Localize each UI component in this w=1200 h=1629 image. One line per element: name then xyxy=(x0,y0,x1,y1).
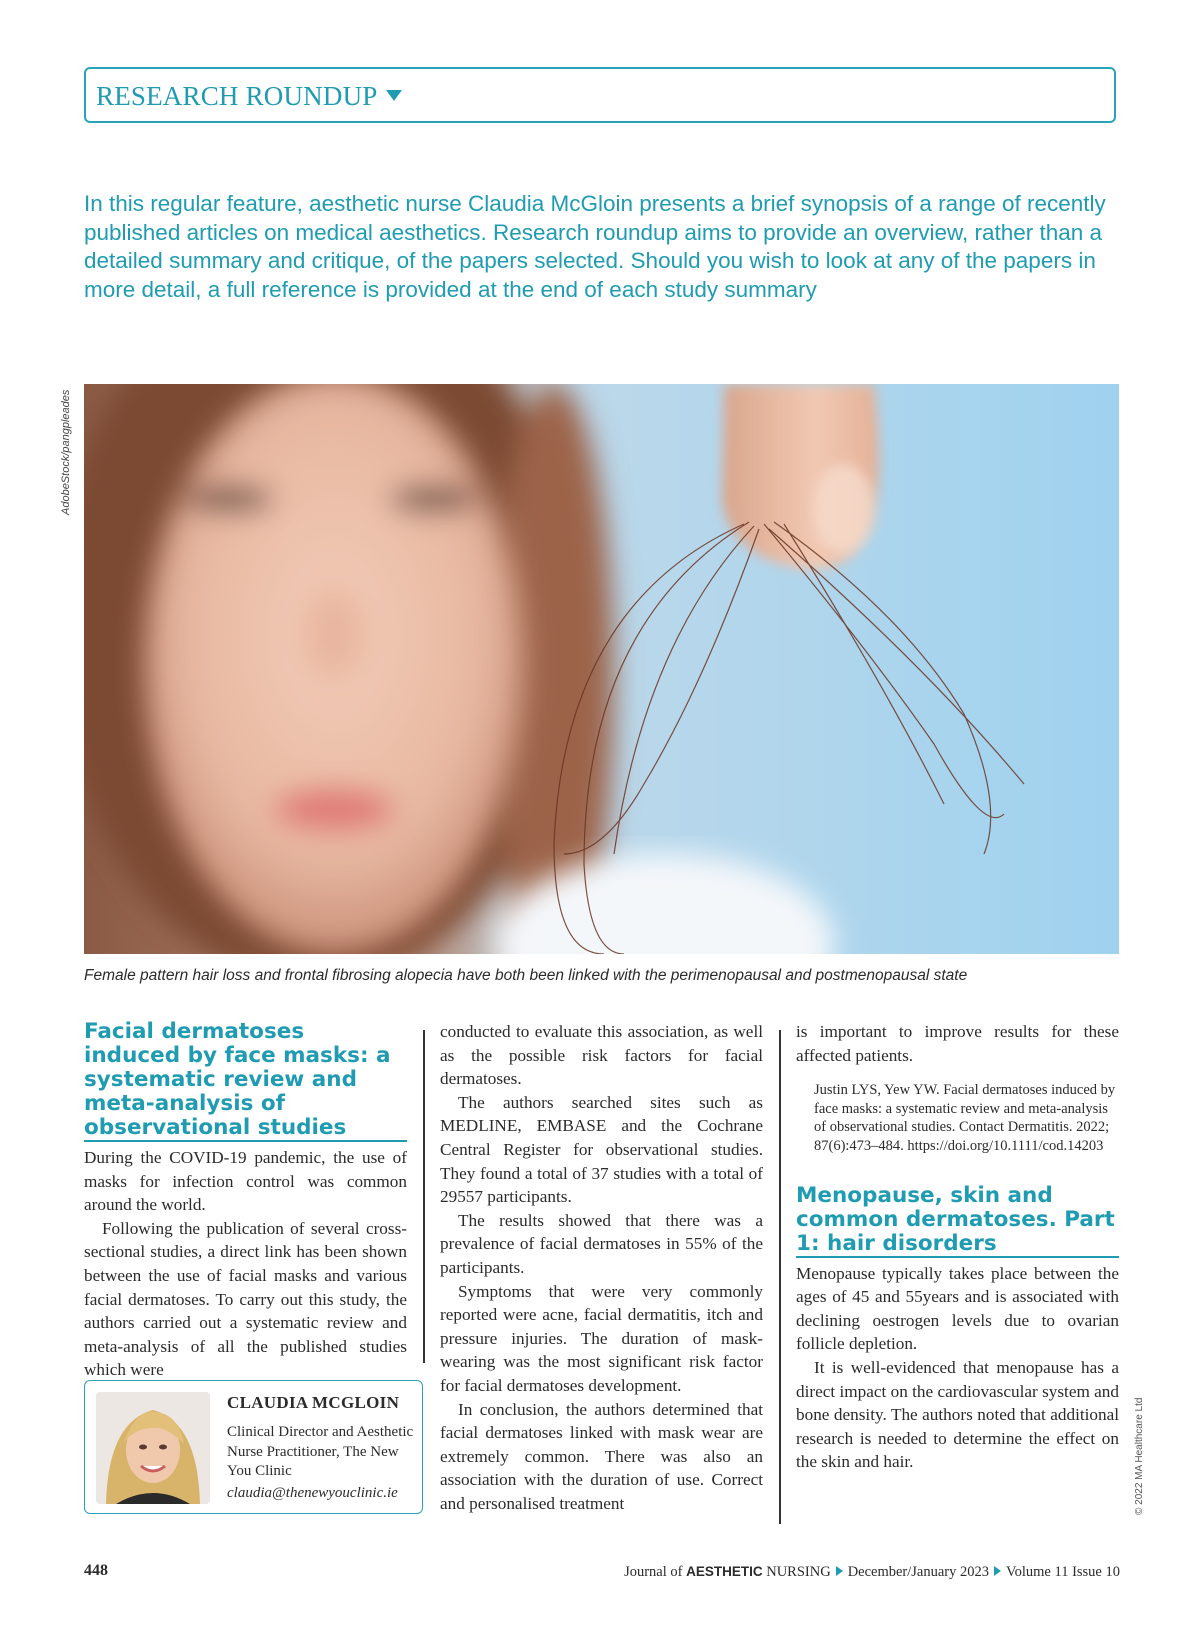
issue-date: December/January 2023 xyxy=(847,1564,990,1580)
section-title: RESEARCH ROUNDUP xyxy=(96,81,378,111)
column-3 xyxy=(796,1020,1119,1474)
article-1-paragraph: The results showed that there was a prevalence of facial dermatoses in 55% of the participants. xyxy=(440,1210,763,1277)
photo-credit: AdobeStock/pangpleades xyxy=(60,389,72,515)
author-email[interactable]: claudia@thenewyouclinic.ie xyxy=(227,1485,398,1501)
triangle-right-icon xyxy=(994,1566,1001,1576)
copyright-notice: © 2022 MA Healthcare Ltd xyxy=(1134,1397,1145,1515)
column-divider xyxy=(779,1030,781,1524)
section-header xyxy=(84,67,1116,123)
footer-journal-info xyxy=(624,1564,1120,1581)
caret-down-icon xyxy=(386,90,402,101)
article-2-paragraph: Menopause typically takes place between the ages of 45 and 55years and is associated with declining oestrogen levels due to ovarian follicle depletion. xyxy=(796,1263,1119,1354)
author-box xyxy=(84,1380,423,1514)
intro-standfirst: In this regular feature, aesthetic nurse Claudia McGloin presents a brief synopsis of a range of recently published articles on medical aesthetics. Research roundup aims to provide an overview, rather than a detailed summary and critique, of the papers selected. Should you wish to look at any of the papers in more detail, a full reference is provided at the end of each study summary xyxy=(84,191,1106,302)
hero-photo xyxy=(84,384,1119,954)
journal-prefix: Journal of xyxy=(624,1564,687,1580)
photo-caption: Female pattern hair loss and frontal fibrosing alopecia have both been linked with the perimenopausal and postmenopausal state xyxy=(84,967,968,984)
article-1-paragraph: During the COVID-19 pandemic, the use of masks for infection control was common around the world. xyxy=(84,1148,407,1215)
author-name: CLAUDIA MCGLOIN xyxy=(227,1393,400,1412)
article-2-paragraph: It is well-evidenced that menopause has a direct impact on the cardiovascular system and bone density. The authors noted that additional research is needed to determine the effect on the skin and hair. xyxy=(796,1357,1119,1472)
author-role: Clinical Director and Aesthetic Nurse Practitioner, The New You Clinic xyxy=(227,1424,414,1479)
hair-loss-illustration xyxy=(84,384,1119,954)
article-1-headline: Facial dermatoses induced by face masks: a systematic review and meta-analysis of observational studies xyxy=(84,1020,407,1142)
column-1 xyxy=(84,1020,407,1382)
journal-name-bold: AESTHETIC xyxy=(686,1564,763,1579)
article-1-paragraph: Following the publication of several cross-sectional studies, a direct link has been shown between the use of facial masks and various facial dermatoses. To carry out this study, the authors carried out a systematic review and meta-analysis of all the published studies which were xyxy=(84,1218,407,1380)
triangle-right-icon xyxy=(836,1566,843,1576)
journal-suffix: NURSING xyxy=(762,1564,831,1580)
article-1-reference: Justin LYS, Yew YW. Facial dermatoses induced by face masks: a systematic review and meta-analysis of observational studies. Contact Dermatitis. 2022; 87(6):473–484. https://doi.org/10.1111/cod.14203 xyxy=(814,1082,1116,1154)
article-1-paragraph: is important to improve results for these affected patients. xyxy=(796,1022,1119,1065)
article-1-paragraph: conducted to evaluate this association, as well as the possible risk factors for facial dermatoses. xyxy=(440,1022,763,1089)
page-number: 448 xyxy=(84,1562,108,1579)
article-1-paragraph: Symptoms that were very commonly reported were acne, facial dermatitis, itch and pressure injuries. The duration of mask-wearing was the most significant risk factor for facial dermatoses development. xyxy=(440,1281,763,1395)
article-1-paragraph: In conclusion, the authors determined that facial dermatoses linked with mask wear are extremely common. There was also an association with the duration of use. Correct and personalised treatment xyxy=(440,1399,763,1513)
article-1-paragraph: The authors searched sites such as MEDLINE, EMBASE and the Cochrane Central Register for observational studies. They found a total of 37 studies with a total of 29557 participants. xyxy=(440,1092,763,1207)
article-2-headline: Menopause, skin and common dermatoses. Part 1: hair disorders xyxy=(796,1184,1119,1258)
volume-issue: Volume 11 Issue 10 xyxy=(1006,1564,1120,1580)
column-2 xyxy=(440,1020,763,1515)
column-divider xyxy=(423,1030,425,1363)
author-portrait xyxy=(96,1392,210,1504)
